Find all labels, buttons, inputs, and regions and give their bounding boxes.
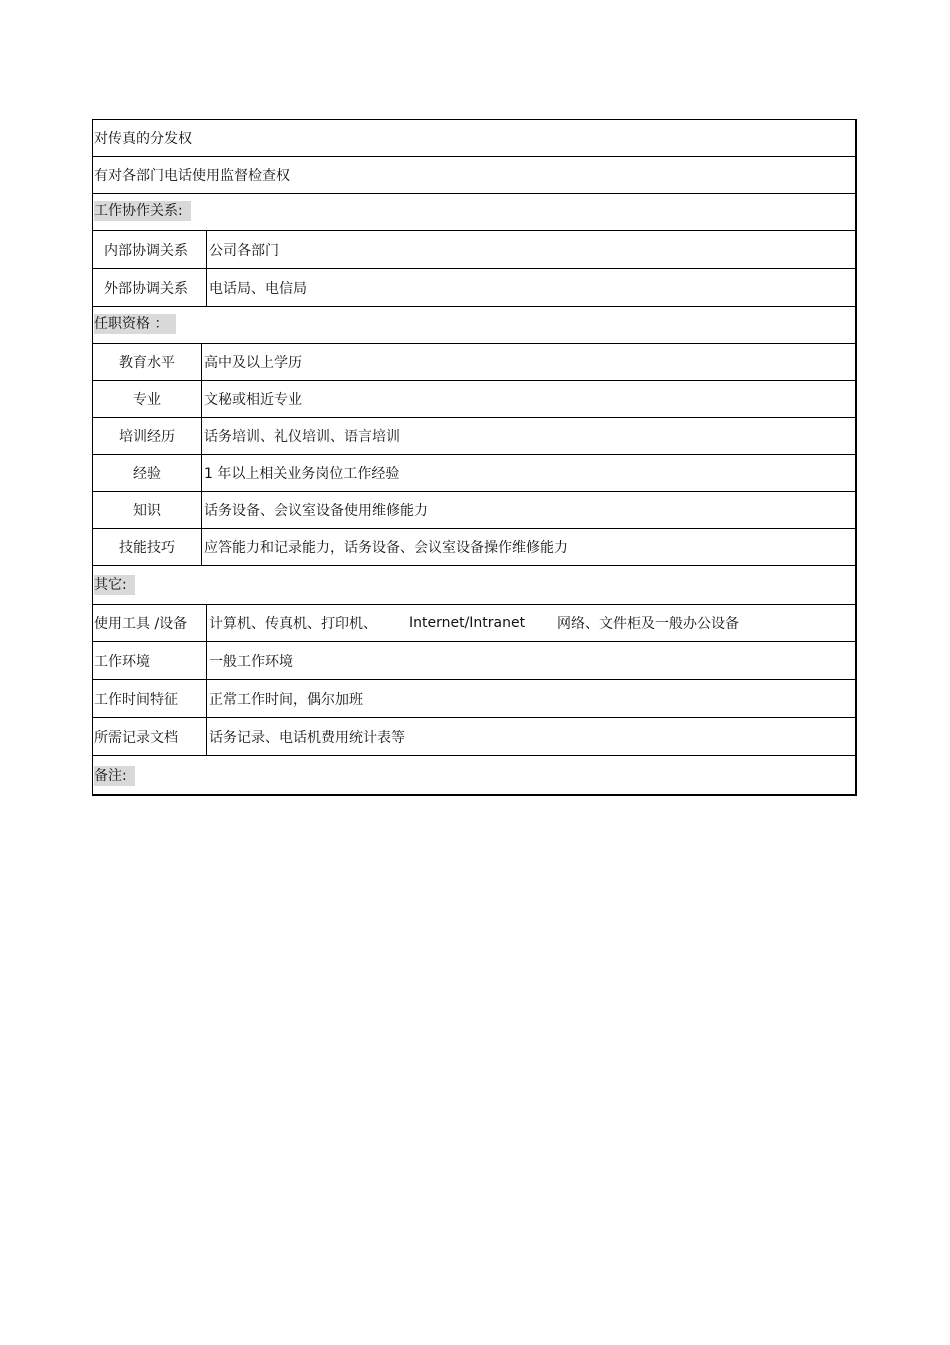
field-value: 话务培训、礼仪培训、语言培训 <box>204 429 400 445</box>
work-time-row <box>92 679 857 719</box>
field-label: 教育水平 <box>119 355 175 371</box>
field-label: 培训经历 <box>119 429 175 445</box>
section-other <box>92 565 857 606</box>
field-label: 所需记录文档 <box>94 729 178 746</box>
field-label: 使用工具 /设备 <box>94 616 188 632</box>
qualification-row <box>92 417 857 456</box>
qualification-row <box>92 454 857 493</box>
field-label: 外部协调关系 <box>104 280 188 297</box>
field-value: 公司各部门 <box>209 242 279 259</box>
section-heading: 工作协作关系: <box>94 201 191 221</box>
field-label: 内部协调关系 <box>104 242 188 259</box>
field-value: Internet/Intranet <box>409 615 526 631</box>
section-heading: 其它: <box>94 575 135 595</box>
external-coordination-row <box>92 268 857 308</box>
documents-row <box>92 717 857 757</box>
field-value: 高中及以上学历 <box>204 355 302 371</box>
field-label: 工作环境 <box>94 653 150 670</box>
field-value: 文秘或相近专业 <box>204 392 302 408</box>
internal-coordination-row <box>92 230 857 270</box>
section-heading: 任职资格 ： <box>94 314 176 334</box>
field-value: 正常工作时间，偶尔加班 <box>209 691 363 708</box>
qualification-row <box>92 380 857 419</box>
field-value: 应答能力和记录能力，话务设备、会议室设备操作维修能力 <box>204 540 568 556</box>
field-value: 网络、文件柜及一般办公设备 <box>557 616 739 632</box>
qualification-row <box>92 491 857 530</box>
section-qualifications <box>92 306 857 345</box>
field-label: 工作时间特征 <box>94 691 178 708</box>
field-value: 1 年以上相关业务岗位工作经验 <box>204 466 400 482</box>
authority-row-fax <box>92 119 857 158</box>
field-label: 知识 <box>133 503 161 519</box>
field-label: 经验 <box>133 466 161 482</box>
field-label: 专业 <box>133 392 161 408</box>
environment-row <box>92 641 857 681</box>
field-value: 一般工作环境 <box>209 653 293 670</box>
section-cooperation <box>92 193 857 232</box>
field-value: 计算机、传真机、打印机、 <box>209 616 377 632</box>
authority-row-phone <box>92 156 857 195</box>
authority-text: 对传真的分发权 <box>94 131 192 147</box>
qualification-row <box>92 528 857 567</box>
qualification-row <box>92 343 857 382</box>
field-value: 话务设备、会议室设备使用维修能力 <box>204 503 428 519</box>
field-label: 技能技巧 <box>119 540 175 556</box>
section-remarks <box>92 755 857 796</box>
section-heading: 备注: <box>94 766 135 786</box>
field-value: 电话局、电信局 <box>209 280 307 297</box>
field-value: 话务记录、电话机费用统计表等 <box>209 729 405 746</box>
authority-text: 有对各部门电话使用监督检查权 <box>94 168 290 184</box>
tools-row <box>92 604 857 643</box>
